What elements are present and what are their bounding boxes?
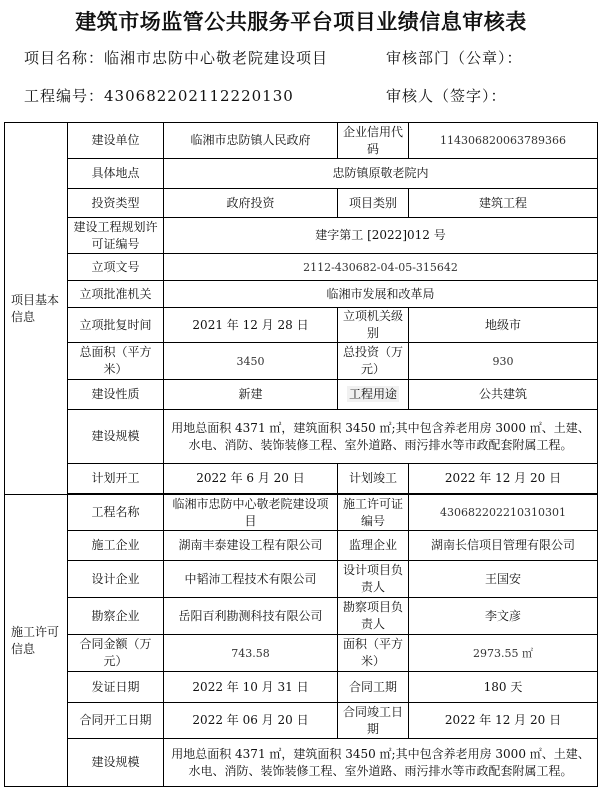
location-value: 忠防镇原敬老院内: [164, 159, 598, 189]
permit-project-name-value: 临湘市忠防中心敬老院建设项目: [164, 495, 338, 531]
usage-label-text: 工程用途: [348, 387, 397, 401]
permit-no-value: 430682202210310301: [409, 495, 598, 531]
section-permit-info: 施工许可信息: [5, 495, 68, 787]
location-label: 具体地点: [68, 159, 164, 189]
contract-start-label: 合同开工日期: [68, 703, 164, 739]
table-row: [5, 672, 598, 703]
contract-period-value: 180 天: [409, 672, 598, 703]
plan-permit-value: 建字第工 [2022]012 号: [164, 218, 598, 254]
approval-time-value: 2021 年 12 月 28 日: [164, 308, 338, 343]
issue-date-label: 发证日期: [68, 672, 164, 703]
project-code-value: 430682202112220130: [104, 87, 294, 105]
table-row: [5, 410, 598, 464]
contract-start-value: 2022 年 06 月 20 日: [164, 703, 338, 739]
table-row: [5, 159, 598, 189]
survey-lead-value: 李文彦: [409, 598, 598, 635]
permit-project-name-label: 工程名称: [68, 495, 164, 531]
plan-permit-label: 建设工程规划许可证编号: [68, 218, 164, 254]
permit-scale-label: 建设规模: [68, 739, 164, 787]
builder-label: 建设单位: [68, 123, 164, 159]
total-invest-label: 总投资（万元）: [338, 343, 409, 380]
design-lead-label: 设计项目负责人: [338, 561, 409, 598]
table-row: [5, 598, 598, 635]
usage-value: 公共建筑: [409, 380, 598, 410]
table-row: [5, 561, 598, 598]
audit-dept-label: 审核部门（公章）：: [386, 49, 523, 67]
audit-table: [4, 122, 598, 787]
nature-value: 新建: [164, 380, 338, 410]
approval-org-value: 临湘市发展和改革局: [164, 281, 598, 308]
survey-lead-label: 勘察项目负责人: [338, 598, 409, 635]
table-row: [5, 635, 598, 672]
supervisor-label: 监理企业: [338, 531, 409, 561]
approval-doc-value: 2112-430682-04-05-315642: [164, 254, 598, 281]
auditor-label: 审核人（签字）：: [386, 87, 507, 105]
table-row: [5, 739, 598, 787]
contract-end-label: 合同竣工日期: [338, 703, 409, 739]
area-value: 2973.55 ㎡: [409, 635, 598, 672]
contract-period-label: 合同工期: [338, 672, 409, 703]
approval-level-value: 地级市: [409, 308, 598, 343]
total-invest-value: 930: [409, 343, 598, 380]
table-row: [5, 189, 598, 218]
contract-amount-value: 743.58: [164, 635, 338, 672]
designer-value: 中韬沛工程技术有限公司: [164, 561, 338, 598]
table-row: [5, 218, 598, 254]
permit-scale-value: 用地总面积 4371 ㎡，建筑面积 3450 ㎡;其中包含养老用房 3000 ㎡、土建、水电、消防、装饰装修工程、室外道路、雨污排水等市政配套附属工程。: [164, 739, 598, 787]
contractor-label: 施工企业: [68, 531, 164, 561]
table-row: [5, 703, 598, 739]
table-row: [5, 464, 598, 494]
invest-type-value: 政府投资: [164, 189, 338, 218]
approval-org-label: 立项批准机关: [68, 281, 164, 308]
project-name-value: 临湘市忠防中心敬老院建设项目: [104, 49, 329, 67]
table-row: [5, 254, 598, 281]
contract-amount-label: 合同金额（万元）: [68, 635, 164, 672]
plan-end-value: 2022 年 12 月 20 日: [409, 464, 598, 494]
table-row: [5, 380, 598, 410]
design-lead-value: 王国安: [409, 561, 598, 598]
project-category-label: 项目类别: [338, 189, 409, 218]
project-name-label: 项目名称：: [24, 49, 105, 67]
designer-label: 设计企业: [68, 561, 164, 598]
survey-label: 勘察企业: [68, 598, 164, 635]
invest-type-label: 投资类型: [68, 189, 164, 218]
scale-value: 用地总面积 4371 ㎡，建筑面积 3450 ㎡;其中包含养老用房 3000 ㎡、土建、水电、消防、装饰装修工程、室外道路、雨污排水等市政配套附属工程。: [164, 410, 598, 464]
contract-end-value: 2022 年 12 月 20 日: [409, 703, 598, 739]
total-area-label: 总面积（平方米）: [68, 343, 164, 380]
table-row: [5, 495, 598, 531]
table-row: [5, 123, 598, 159]
table-row: [5, 308, 598, 343]
supervisor-value: 湖南长信项目管理有限公司: [409, 531, 598, 561]
project-name-line: [24, 47, 328, 68]
plan-end-label: 计划竣工: [338, 464, 409, 494]
project-category-value: 建筑工程: [409, 189, 598, 218]
scale-label: 建设规模: [68, 410, 164, 464]
usage-label: [338, 380, 409, 410]
approval-time-label: 立项批复时间: [68, 308, 164, 343]
approval-doc-label: 立项文号: [68, 254, 164, 281]
survey-value: 岳阳百利勘测科技有限公司: [164, 598, 338, 635]
section-basic-info: 项目基本信息: [5, 123, 68, 495]
area-label: 面积（平方米）: [338, 635, 409, 672]
credit-code-label: 企业信用代码: [338, 123, 409, 159]
plan-start-label: 计划开工: [68, 464, 164, 494]
builder-value: 临湘市忠防镇人民政府: [164, 123, 338, 159]
credit-code-value: 114306820063789366: [409, 123, 598, 159]
table-row: [5, 343, 598, 380]
table-row: [5, 281, 598, 308]
contractor-value: 湖南丰泰建设工程有限公司: [164, 531, 338, 561]
page-title: 建筑市场监管公共服务平台项目业绩信息审核表: [75, 9, 527, 34]
issue-date-value: 2022 年 10 月 31 日: [164, 672, 338, 703]
nature-label: 建设性质: [68, 380, 164, 410]
approval-level-label: 立项机关级别: [338, 308, 409, 343]
project-code-label: 工程编号：: [24, 87, 105, 105]
table-row: [5, 531, 598, 561]
permit-no-label: 施工许可证编号: [338, 495, 409, 531]
project-code-line: [24, 85, 294, 106]
plan-start-value: 2022 年 6 月 20 日: [164, 464, 338, 494]
total-area-value: 3450: [164, 343, 338, 380]
